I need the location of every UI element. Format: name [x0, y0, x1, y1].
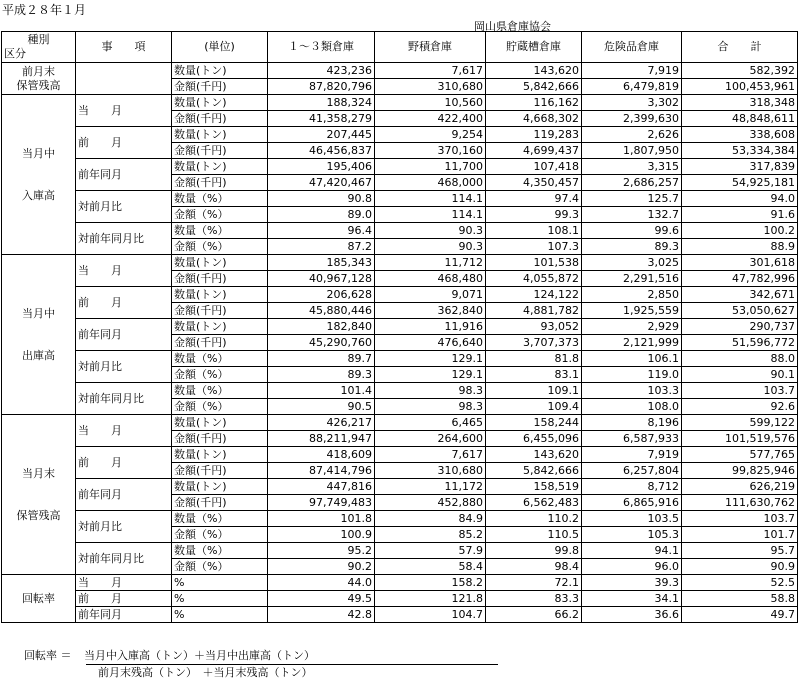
value-cell: 99.3 [486, 207, 582, 223]
value-cell: 342,671 [682, 287, 798, 303]
item-cell: 当 月 [76, 575, 172, 591]
value-cell: 2,850 [582, 287, 682, 303]
value-cell: 195,406 [268, 159, 375, 175]
value-cell: 110.5 [486, 527, 582, 543]
section-label: 出庫高 [22, 348, 55, 362]
value-cell: 107,418 [486, 159, 582, 175]
value-cell: 52.5 [682, 575, 798, 591]
value-cell: 2,291,516 [582, 271, 682, 287]
value-cell: 101.4 [268, 383, 375, 399]
value-cell: 468,000 [375, 175, 486, 191]
value-cell: 447,816 [268, 479, 375, 495]
value-cell: 89.3 [582, 239, 682, 255]
section-label: 入庫高 [22, 188, 55, 202]
unit-cell: 金額(千円) [172, 111, 268, 127]
formula-numerator: 当月中入庫高（トン）＋当月中出庫高（トン） [84, 649, 315, 662]
value-cell: 7,617 [375, 447, 486, 463]
value-cell: 2,929 [582, 319, 682, 335]
value-cell: 310,680 [375, 463, 486, 479]
table-row [2, 447, 798, 463]
value-cell: 106.1 [582, 351, 682, 367]
value-cell: 423,236 [268, 63, 375, 79]
section-label: 当月末 [22, 466, 55, 480]
value-cell: 11,916 [375, 319, 486, 335]
table-row [2, 591, 798, 607]
table-row [2, 255, 798, 271]
value-cell: 290,737 [682, 319, 798, 335]
section-label: 回転率 [22, 591, 55, 605]
value-cell: 98.4 [486, 559, 582, 575]
item-cell: 前 月 [76, 591, 172, 607]
unit-cell: 数量(トン) [172, 479, 268, 495]
value-cell: 4,699,437 [486, 143, 582, 159]
unit-cell: 数量(トン) [172, 127, 268, 143]
value-cell: 370,160 [375, 143, 486, 159]
value-cell: 11,700 [375, 159, 486, 175]
value-cell: 6,562,483 [486, 495, 582, 511]
unit-cell: 数量（%） [172, 543, 268, 559]
value-cell: 96.4 [268, 223, 375, 239]
value-cell: 103.7 [682, 511, 798, 527]
unit-cell: 数量（%） [172, 191, 268, 207]
value-cell: 98.3 [375, 399, 486, 415]
value-cell: 3,315 [582, 159, 682, 175]
unit-cell: 数量（%） [172, 223, 268, 239]
header-item: 事 項 [76, 32, 172, 63]
value-cell: 88.9 [682, 239, 798, 255]
value-cell: 158,244 [486, 415, 582, 431]
value-cell: 119,283 [486, 127, 582, 143]
value-cell: 100,453,961 [682, 79, 798, 95]
value-cell: 90.2 [268, 559, 375, 575]
value-cell: 94.1 [582, 543, 682, 559]
header-col-5: 合 計 [682, 32, 798, 63]
value-cell: 114.1 [375, 207, 486, 223]
value-cell: 54,925,181 [682, 175, 798, 191]
section-cell [2, 415, 76, 575]
value-cell: 88.0 [682, 351, 798, 367]
value-cell: 100.2 [682, 223, 798, 239]
value-cell: 4,881,782 [486, 303, 582, 319]
value-cell: 158,519 [486, 479, 582, 495]
value-cell: 83.1 [486, 367, 582, 383]
value-cell: 338,608 [682, 127, 798, 143]
formula-lhs: 回転率 ＝ [24, 649, 72, 662]
value-cell: 468,480 [375, 271, 486, 287]
value-cell: 47,420,467 [268, 175, 375, 191]
value-cell: 58.4 [375, 559, 486, 575]
header-col-4: 危険品倉庫 [582, 32, 682, 63]
value-cell: 182,840 [268, 319, 375, 335]
value-cell: 58.8 [682, 591, 798, 607]
value-cell: 88,211,947 [268, 431, 375, 447]
item-cell: 前年同月 [76, 479, 172, 511]
item-cell: 前年同月 [76, 607, 172, 623]
item-cell: 前 月 [76, 287, 172, 319]
value-cell: 91.6 [682, 207, 798, 223]
value-cell: 94.0 [682, 191, 798, 207]
value-cell: 318,348 [682, 95, 798, 111]
value-cell: 111,630,762 [682, 495, 798, 511]
value-cell: 46,456,837 [268, 143, 375, 159]
unit-cell: 数量(トン) [172, 159, 268, 175]
value-cell: 1,925,559 [582, 303, 682, 319]
unit-cell: 数量(トン) [172, 447, 268, 463]
report-title: 平成２８年１月 [2, 3, 87, 17]
value-cell: 4,350,457 [486, 175, 582, 191]
value-cell: 92.6 [682, 399, 798, 415]
header-col-1: １～３類倉庫 [268, 32, 375, 63]
table-row [2, 479, 798, 495]
item-cell: 前年同月 [76, 159, 172, 191]
item-cell: 対前月比 [76, 351, 172, 383]
organization-name: 岡山県倉庫協会 [474, 20, 551, 33]
value-cell: 7,919 [582, 63, 682, 79]
value-cell: 103.7 [682, 383, 798, 399]
value-cell: 188,324 [268, 95, 375, 111]
value-cell: 101,519,576 [682, 431, 798, 447]
section-cell [2, 95, 76, 255]
item-cell: 対前年同月比 [76, 543, 172, 575]
value-cell: 48,848,611 [682, 111, 798, 127]
value-cell: 301,618 [682, 255, 798, 271]
item-cell: 当 月 [76, 95, 172, 127]
unit-cell: % [172, 575, 268, 591]
value-cell: 8,196 [582, 415, 682, 431]
value-cell: 11,712 [375, 255, 486, 271]
value-cell: 107.3 [486, 239, 582, 255]
value-cell: 101.7 [682, 527, 798, 543]
unit-cell: 金額（%） [172, 559, 268, 575]
value-cell: 93,052 [486, 319, 582, 335]
value-cell: 45,880,446 [268, 303, 375, 319]
item-cell: 前 月 [76, 447, 172, 479]
value-cell: 87,414,796 [268, 463, 375, 479]
value-cell: 129.1 [375, 367, 486, 383]
value-cell: 6,865,916 [582, 495, 682, 511]
value-cell: 2,121,999 [582, 335, 682, 351]
section-label: 前月末 [22, 64, 55, 78]
value-cell: 317,839 [682, 159, 798, 175]
value-cell: 42.8 [268, 607, 375, 623]
value-cell: 6,257,804 [582, 463, 682, 479]
value-cell: 4,668,302 [486, 111, 582, 127]
table-row [2, 415, 798, 431]
value-cell: 44.0 [268, 575, 375, 591]
value-cell: 452,880 [375, 495, 486, 511]
value-cell: 626,219 [682, 479, 798, 495]
value-cell: 5,842,666 [486, 79, 582, 95]
value-cell: 90.3 [375, 239, 486, 255]
value-cell: 95.7 [682, 543, 798, 559]
value-cell: 582,392 [682, 63, 798, 79]
value-cell: 99.8 [486, 543, 582, 559]
value-cell: 476,640 [375, 335, 486, 351]
unit-cell: 金額(千円) [172, 303, 268, 319]
warehouse-stats-table [1, 31, 798, 623]
value-cell: 95.2 [268, 543, 375, 559]
item-cell: 対前年同月比 [76, 383, 172, 415]
table-row [2, 575, 798, 591]
value-cell: 264,600 [375, 431, 486, 447]
value-cell: 98.3 [375, 383, 486, 399]
value-cell: 2,686,257 [582, 175, 682, 191]
unit-cell: 金額（%） [172, 239, 268, 255]
value-cell: 90.8 [268, 191, 375, 207]
value-cell: 39.3 [582, 575, 682, 591]
value-cell: 158.2 [375, 575, 486, 591]
header-kind-label: 種別 [27, 33, 50, 46]
value-cell: 96.0 [582, 559, 682, 575]
value-cell: 87,820,796 [268, 79, 375, 95]
value-cell: 3,302 [582, 95, 682, 111]
unit-cell: 数量(トン) [172, 319, 268, 335]
section-label: 保管残高 [16, 508, 61, 522]
value-cell: 97.4 [486, 191, 582, 207]
table-row [2, 607, 798, 623]
value-cell: 90.5 [268, 399, 375, 415]
unit-cell: 数量(トン) [172, 255, 268, 271]
value-cell: 129.1 [375, 351, 486, 367]
unit-cell: 金額(千円) [172, 143, 268, 159]
value-cell: 8,712 [582, 479, 682, 495]
value-cell: 84.9 [375, 511, 486, 527]
table-row [2, 63, 798, 79]
value-cell: 85.2 [375, 527, 486, 543]
value-cell: 7,617 [375, 63, 486, 79]
value-cell: 3,025 [582, 255, 682, 271]
header-row [2, 32, 798, 63]
item-cell: 対前月比 [76, 511, 172, 543]
value-cell: 6,465 [375, 415, 486, 431]
value-cell: 9,071 [375, 287, 486, 303]
item-cell: 当 月 [76, 255, 172, 287]
value-cell: 47,782,996 [682, 271, 798, 287]
formula-denominator: 前月末残高（トン） ＋当月末残高（トン） [98, 666, 313, 679]
value-cell: 121.8 [375, 591, 486, 607]
unit-cell: 金額(千円) [172, 463, 268, 479]
item-cell: 対前月比 [76, 191, 172, 223]
value-cell: 101,538 [486, 255, 582, 271]
value-cell: 41,358,279 [268, 111, 375, 127]
value-cell: 109.1 [486, 383, 582, 399]
table-row [2, 319, 798, 335]
unit-cell: 金額(千円) [172, 335, 268, 351]
unit-cell: 金額（%） [172, 527, 268, 543]
value-cell: 206,628 [268, 287, 375, 303]
value-cell: 90.9 [682, 559, 798, 575]
value-cell: 119.0 [582, 367, 682, 383]
unit-cell: 金額（%） [172, 367, 268, 383]
unit-cell: 数量(トン) [172, 95, 268, 111]
turnover-formula [24, 648, 315, 679]
value-cell: 143,620 [486, 63, 582, 79]
value-cell: 6,587,933 [582, 431, 682, 447]
value-cell: 124,122 [486, 287, 582, 303]
value-cell: 362,840 [375, 303, 486, 319]
value-cell: 90.3 [375, 223, 486, 239]
value-cell: 422,400 [375, 111, 486, 127]
unit-cell: 数量（%） [172, 351, 268, 367]
unit-cell: 数量（%） [172, 511, 268, 527]
value-cell: 6,479,819 [582, 79, 682, 95]
table-row [2, 191, 798, 207]
value-cell: 426,217 [268, 415, 375, 431]
value-cell: 1,807,950 [582, 143, 682, 159]
value-cell: 5,842,666 [486, 463, 582, 479]
value-cell: 51,596,772 [682, 335, 798, 351]
header-col-2: 野積倉庫 [375, 32, 486, 63]
value-cell: 45,290,760 [268, 335, 375, 351]
value-cell: 49.7 [682, 607, 798, 623]
value-cell: 116,162 [486, 95, 582, 111]
value-cell: 97,749,483 [268, 495, 375, 511]
unit-cell: 金額(千円) [172, 79, 268, 95]
value-cell: 132.7 [582, 207, 682, 223]
unit-cell: % [172, 591, 268, 607]
value-cell: 577,765 [682, 447, 798, 463]
unit-cell: 金額(千円) [172, 271, 268, 287]
value-cell: 7,919 [582, 447, 682, 463]
value-cell: 110.2 [486, 511, 582, 527]
value-cell: 10,560 [375, 95, 486, 111]
value-cell: 207,445 [268, 127, 375, 143]
section-cell [2, 575, 76, 623]
item-cell: 当 月 [76, 415, 172, 447]
table-row [2, 159, 798, 175]
value-cell: 185,343 [268, 255, 375, 271]
value-cell: 125.7 [582, 191, 682, 207]
value-cell: 87.2 [268, 239, 375, 255]
value-cell: 101.8 [268, 511, 375, 527]
value-cell: 83.3 [486, 591, 582, 607]
value-cell: 109.4 [486, 399, 582, 415]
unit-cell: 金額（%） [172, 207, 268, 223]
value-cell: 108.0 [582, 399, 682, 415]
value-cell: 89.0 [268, 207, 375, 223]
table-row [2, 223, 798, 239]
value-cell: 72.1 [486, 575, 582, 591]
table-row [2, 127, 798, 143]
value-cell: 57.9 [375, 543, 486, 559]
header-unit: (単位) [172, 32, 268, 63]
section-label: 当月中 [22, 306, 55, 320]
section-cell [2, 255, 76, 415]
value-cell: 3,707,373 [486, 335, 582, 351]
value-cell: 599,122 [682, 415, 798, 431]
value-cell: 53,050,627 [682, 303, 798, 319]
value-cell: 100.9 [268, 527, 375, 543]
value-cell: 99,825,946 [682, 463, 798, 479]
unit-cell: 数量（%） [172, 383, 268, 399]
table-row [2, 543, 798, 559]
value-cell: 103.5 [582, 511, 682, 527]
value-cell: 40,967,128 [268, 271, 375, 287]
table-row [2, 95, 798, 111]
unit-cell: 金額(千円) [172, 175, 268, 191]
value-cell: 143,620 [486, 447, 582, 463]
value-cell: 310,680 [375, 79, 486, 95]
value-cell: 108.1 [486, 223, 582, 239]
unit-cell: 数量(トン) [172, 287, 268, 303]
value-cell: 6,455,096 [486, 431, 582, 447]
value-cell: 89.7 [268, 351, 375, 367]
value-cell: 2,399,630 [582, 111, 682, 127]
value-cell: 66.2 [486, 607, 582, 623]
unit-cell: 数量(トン) [172, 63, 268, 79]
item-cell: 対前年同月比 [76, 223, 172, 255]
table-row [2, 287, 798, 303]
item-cell: 前年同月 [76, 319, 172, 351]
value-cell: 89.3 [268, 367, 375, 383]
unit-cell: 金額(千円) [172, 431, 268, 447]
value-cell: 34.1 [582, 591, 682, 607]
item-cell: 前 月 [76, 127, 172, 159]
section-cell [2, 63, 76, 95]
value-cell: 36.6 [582, 607, 682, 623]
unit-cell: 数量(トン) [172, 415, 268, 431]
value-cell: 99.6 [582, 223, 682, 239]
unit-cell: 金額(千円) [172, 495, 268, 511]
table-row [2, 383, 798, 399]
value-cell: 105.3 [582, 527, 682, 543]
header-section-label: 区分 [4, 47, 26, 60]
value-cell: 53,334,384 [682, 143, 798, 159]
section-label: 当月中 [22, 146, 55, 160]
value-cell: 90.1 [682, 367, 798, 383]
value-cell: 103.3 [582, 383, 682, 399]
value-cell: 4,055,872 [486, 271, 582, 287]
table-row [2, 511, 798, 527]
value-cell: 114.1 [375, 191, 486, 207]
value-cell: 49.5 [268, 591, 375, 607]
header-kind-section [2, 32, 76, 63]
item-cell [76, 63, 172, 95]
value-cell: 2,626 [582, 127, 682, 143]
value-cell: 9,254 [375, 127, 486, 143]
unit-cell: % [172, 607, 268, 623]
value-cell: 81.8 [486, 351, 582, 367]
unit-cell: 金額（%） [172, 399, 268, 415]
value-cell: 11,172 [375, 479, 486, 495]
value-cell: 418,609 [268, 447, 375, 463]
value-cell: 104.7 [375, 607, 486, 623]
header-col-3: 貯蔵槽倉庫 [486, 32, 582, 63]
table-row [2, 351, 798, 367]
section-label: 保管残高 [16, 78, 61, 92]
